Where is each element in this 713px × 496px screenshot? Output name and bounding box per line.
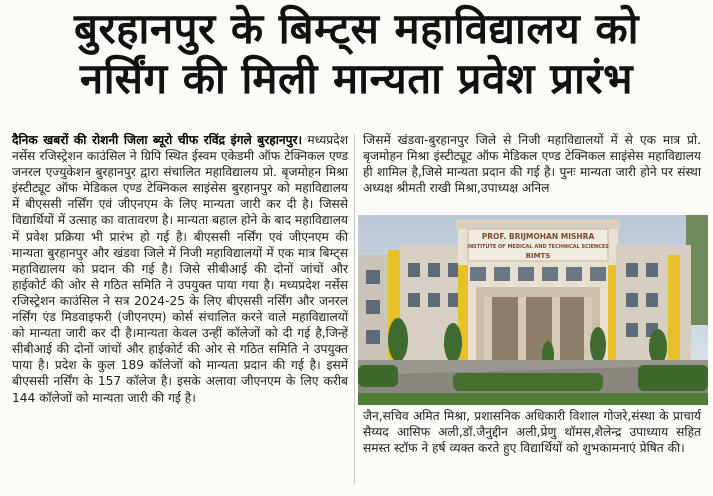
column-divider bbox=[354, 134, 355, 484]
headline bbox=[0, 4, 713, 104]
sign-line-1: PROF. BRIJMOHAN MISHRA bbox=[481, 232, 595, 241]
headline-line-1: बुरहानपुर के बिम्ट्स महाविद्यालय को bbox=[74, 4, 639, 53]
article-left-column bbox=[12, 132, 348, 406]
article-body-right-top: जिसमें खंडवा-बुरहानपुर जिले से निजी महाविद्यालयों में से एक मात्र प्रो. बृजमोहन मिश्रा इंस्टीट्यूट ऑफ मेडिकल एण्ड टेक्निकल साइंसेस महाविद्यालय ही शामिल है,जिसे मान्यता प्रदान की गई है। पुनः मान्यता जारी होने पर संस्था अध्यक्ष श्रीमती राखी मिश्रा,उपाध्यक्ष अनिल bbox=[363, 133, 701, 196]
dateline: दैनिक खबरों की रोशनी जिला ब्यूरो चीफ रविंद्र इंगले बुरहानपुर। bbox=[12, 133, 303, 147]
article-body-right-bottom: जैन,सचिव अमित मिश्रा, प्रशासनिक अधिकारी विशाल गोजरे,संस्था के प्राचार्य सैय्यद आसिफ अली,डॉ.जैनुद्दीन अली,प्रेणु थॉमस,शैलेन्द्र उपाध्याय सहित समस्त स्टॉफ ने हर्ष व्यक्त करते हुए विद्यार्थियों को शुभकामनाएं प्रेषित की। bbox=[363, 409, 701, 456]
sign-line-3: BIMTS bbox=[525, 252, 551, 260]
college-building-photo bbox=[358, 215, 708, 405]
article-right-column-bottom bbox=[363, 408, 701, 456]
article-right-column-top bbox=[363, 132, 701, 196]
sign-line-2: INSTITUTE OF MEDICAL AND TECHNICAL SCIENCES bbox=[467, 244, 609, 250]
building-illustration bbox=[358, 215, 708, 405]
article-body-left: मध्यप्रदेश नर्सेस रजिस्ट्रेशन काउंसिल ने ग्रिपि स्थित ईस्वम एकेडमी ऑफ टेक्निकल एण्ड जनरल एज्युकेशन बुरहानपुर द्वारा संचालित महाविद्यालय प्रो. बृजमोहन मिश्रा इंस्टीट्यूट ऑफ मेडिकल एण्ड टेक्निकल साइंसेस बुरहानपुर को महाविद्यालय में बीएससी नर्सिंग एवं जीएनएम के लिए मान्यता जारी कर दी है। जिससे विद्यार्थियों में उत्साह का वातावरण है। मान्यता बहाल होने के बाद महाविद्यालय में प्रवेश प्रक्रिया भी प्रारंभ हो गई है। बीएससी नर्सिंग एवं जीएनएम की मान्यता बुरहानपुर और खंडवा जिले में निजी महाविद्यालयों में एक मात्र बिम्ट्स महाविद्यालय को प्रदान की गई है। जिसे सीबीआई की दोनों जांचों और हाईकोर्ट की ओर से गठित समिति ने उपयुक्त पाया गया है। मध्यप्रदेश नर्सेस रजिस्ट्रेशन काउंसिल ने सत्र 2024-25 के लिए बीएससी नर्सिंग और जनरल नर्सिंग एंड मिडवाइफरी (जीएनएम) कोर्स संचालित करने वाले महाविद्यालयों को मान्यता जारी कर दी है।मान्यता केवल उन्हीं कॉलेजों को दी गई है,जिन्हें सीबीआई की दोनों जांचों और हाईकोर्ट की ओर से गठित समिति ने उपयुक्त पाया है। प्रदेश के कुल 189 कॉलेजों को मान्यता प्रदान की गई है। इसमें बीएससी नर्सिंग के 157 कॉलेज है। इसके अलावा जीएनएम के लिए करीब 144 कॉलेजों को मान्यता जारी की गई है। bbox=[12, 133, 348, 405]
headline-line-2: नर्सिंग की मिली मान्यता प्रवेश प्रारंभ bbox=[79, 54, 634, 103]
